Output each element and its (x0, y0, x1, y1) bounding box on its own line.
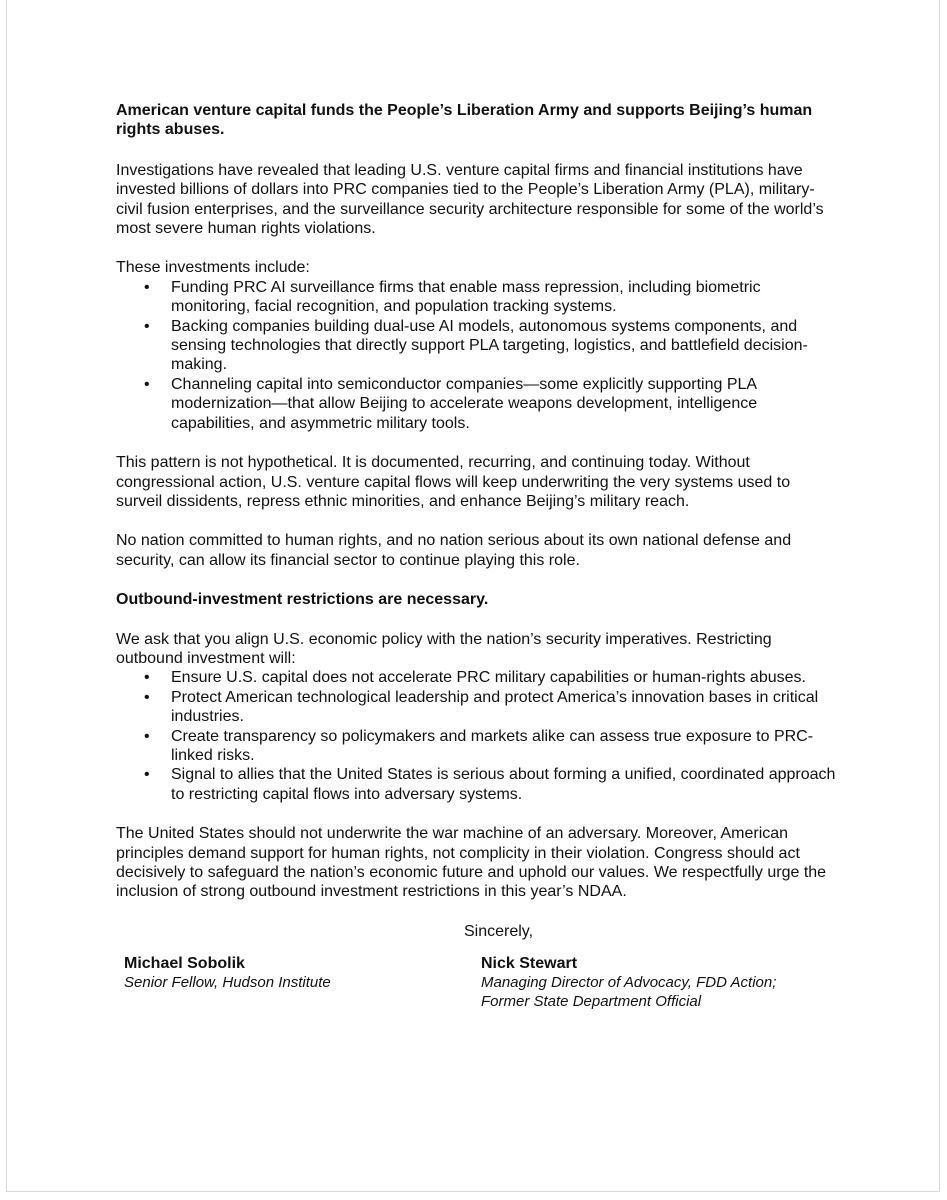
signature-block (116, 954, 836, 1011)
signatory-name: Michael Sobolik (124, 955, 245, 973)
heading-vc-funds-pla: American venture capital funds the People’s Liberation Army and supports Beijing’s human rights abuses. (116, 102, 813, 139)
bullet-icon: • (144, 669, 150, 687)
signatory-title: Managing Director of Advocacy, FDD Action; (481, 974, 777, 992)
heading-restrictions-necessary: Outbound-investment restrictions are necessary. (116, 591, 489, 609)
restrictions-list (116, 668, 836, 804)
paragraph-investments-include: These investments include: (116, 259, 310, 277)
investments-list (116, 278, 836, 433)
letter-body (116, 101, 836, 1011)
list-item: • Backing companies building dual-use AI models, autonomous systems components, and sensing technologies that directly support PLA targeting, logistics, and battlefield decision-making. (144, 317, 808, 374)
paragraph-no-nation: No nation committed to human rights, and no nation serious about its own national defense and security, can allow its financial sector to continue playing this role. (116, 532, 792, 569)
list-item: • Channeling capital into semiconductor companies—some explicitly supporting PLA modernization—that allow Beijing to accelerate weapons development, intelligence capabilities, and asymmetric military tools. (144, 375, 758, 432)
paragraph-conclusion: The United States should not underwrite the war machine of an adversary. Moreover, American principles demand support for human rights, not complicity in their violation. Congress should act decisively to safeguard the nation’s economic future and uphold our values. We respectfully urge the inclusion of strong outbound investment restrictions in this year’s NDAA. (116, 825, 827, 901)
list-item: • Create transparency so policymakers and markets alike can assess true exposure to PRC-linked risks. (144, 727, 814, 764)
paragraph-we-ask: We ask that you align U.S. economic policy with the nation’s security imperatives. Restricting outbound investment will: (116, 630, 772, 667)
signatory-title: Former State Department Official (481, 993, 702, 1011)
bullet-icon: • (144, 317, 150, 335)
signatory-title: Senior Fellow, Hudson Institute (124, 974, 331, 992)
paragraph-pattern: This pattern is not hypothetical. It is documented, recurring, and continuing today. Without congressional action, U.S. venture capital flows will keep underwriting the very systems used to surveil dissidents, repress ethnic minorities, and enhance Beijing’s military reach. (116, 454, 791, 510)
bullet-icon: • (144, 766, 150, 784)
bullet-icon: • (144, 375, 150, 393)
bullet-icon: • (144, 688, 150, 706)
bullet-icon: • (144, 727, 150, 745)
signatory-stewart (481, 954, 776, 1011)
list-item: • Ensure U.S. capital does not accelerate PRC military capabilities or human-rights abuses. (144, 669, 806, 687)
paragraph-investigations: Investigations have revealed that leading U.S. venture capital firms and financial institutions have invested billions of dollars into PRC companies tied to the People’s Liberation Army (PLA), military-civil fusion enterprises, and the surveillance security architecture responsible for some of the world’s most severe human rights violations. (116, 161, 824, 238)
signatory-sobolik (124, 954, 481, 1011)
list-item: • Signal to allies that the United States is serious about forming a unified, coordinated approach to restricting capital flows into adversary systems. (144, 766, 836, 803)
list-item: • Funding PRC AI surveillance firms that enable mass repression, including biometric monitoring, facial recognition, and population tracking systems. (144, 278, 761, 316)
list-item: • Protect American technological leadership and protect America’s innovation bases in critical industries. (144, 688, 819, 726)
closing-salutation: Sincerely, (463, 922, 534, 940)
bullet-icon: • (144, 278, 150, 296)
signatory-name: Nick Stewart (481, 955, 578, 973)
